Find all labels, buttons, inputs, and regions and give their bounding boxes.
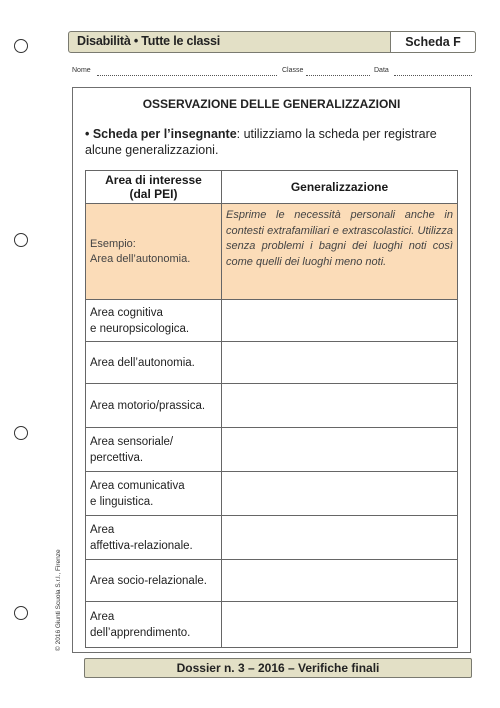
area-column-header: Area di interesse (dal PEI) <box>86 171 222 204</box>
area-cell: Area sensoriale/ percettiva. <box>86 428 222 472</box>
binder-hole-1 <box>14 39 28 53</box>
generalization-input-cell[interactable] <box>222 602 458 648</box>
name-field[interactable] <box>97 74 277 76</box>
generalization-input-cell[interactable] <box>222 342 458 384</box>
table-row <box>86 300 458 342</box>
table-header-row <box>86 171 458 204</box>
date-field[interactable] <box>394 74 472 76</box>
area-cell: Area motorio/prassica. <box>86 384 222 428</box>
generalization-input-cell[interactable] <box>222 516 458 560</box>
area-cell: Area affettiva-relazionale. <box>86 516 222 560</box>
area-cell: Area dell’autonomia. <box>86 342 222 384</box>
class-label: Classe <box>282 67 304 74</box>
instructions-bold: • Scheda per l’insegnante <box>85 127 237 141</box>
worksheet-title: OSSERVAZIONE DELLE GENERALIZZAZIONI <box>142 97 401 111</box>
binder-hole-4 <box>14 606 28 620</box>
binder-hole-3 <box>14 426 28 440</box>
worksheet-instructions <box>85 126 455 158</box>
generalization-input-cell[interactable] <box>222 560 458 602</box>
table-row <box>86 342 458 384</box>
binder-hole-2 <box>14 233 28 247</box>
table-row <box>86 516 458 560</box>
header-section-label: Disabilità • Tutte le classi <box>77 34 221 48</box>
generalization-input-cell[interactable] <box>222 384 458 428</box>
class-field[interactable] <box>306 74 370 76</box>
name-label: Nome <box>72 67 91 74</box>
generalization-table <box>85 170 458 648</box>
table-row <box>86 384 458 428</box>
date-label: Data <box>374 67 389 74</box>
instructions-text: : utilizziamo la scheda per registrare alcune generalizzazioni. <box>85 127 437 157</box>
example-generalization-cell: Esprime le necessità personali anche in contesti extrafamiliari e extrascolastici. Utilizza senza problemi i bagni dei luoghi noti così come quelli dei luoghi meno noti. <box>222 204 458 300</box>
header-band <box>68 31 476 53</box>
generalization-input-cell[interactable] <box>222 472 458 516</box>
example-row <box>86 204 458 300</box>
table-row <box>86 602 458 648</box>
generalization-input-cell[interactable] <box>222 428 458 472</box>
worksheet-frame <box>72 87 471 653</box>
area-cell: Area comunicativa e linguistica. <box>86 472 222 516</box>
table-row <box>86 472 458 516</box>
generalization-column-header: Generalizzazione <box>222 171 458 204</box>
table-row <box>86 560 458 602</box>
example-area-cell: Esempio: Area dell’autonomia. <box>86 204 222 300</box>
table-row <box>86 428 458 472</box>
footer-band: Dossier n. 3 – 2016 – Verifiche finali <box>84 658 472 678</box>
area-cell: Area socio-relazionale. <box>86 560 222 602</box>
copyright-notice: © 2016 Giunti Scuola S.r.l., Firenze <box>55 549 62 651</box>
area-cell: Area dell’apprendimento. <box>86 602 222 648</box>
student-info-line <box>72 67 472 79</box>
area-cell: Area cognitiva e neuropsicologica. <box>86 300 222 342</box>
generalization-input-cell[interactable] <box>222 300 458 342</box>
sheet-label: Scheda F <box>390 31 476 53</box>
